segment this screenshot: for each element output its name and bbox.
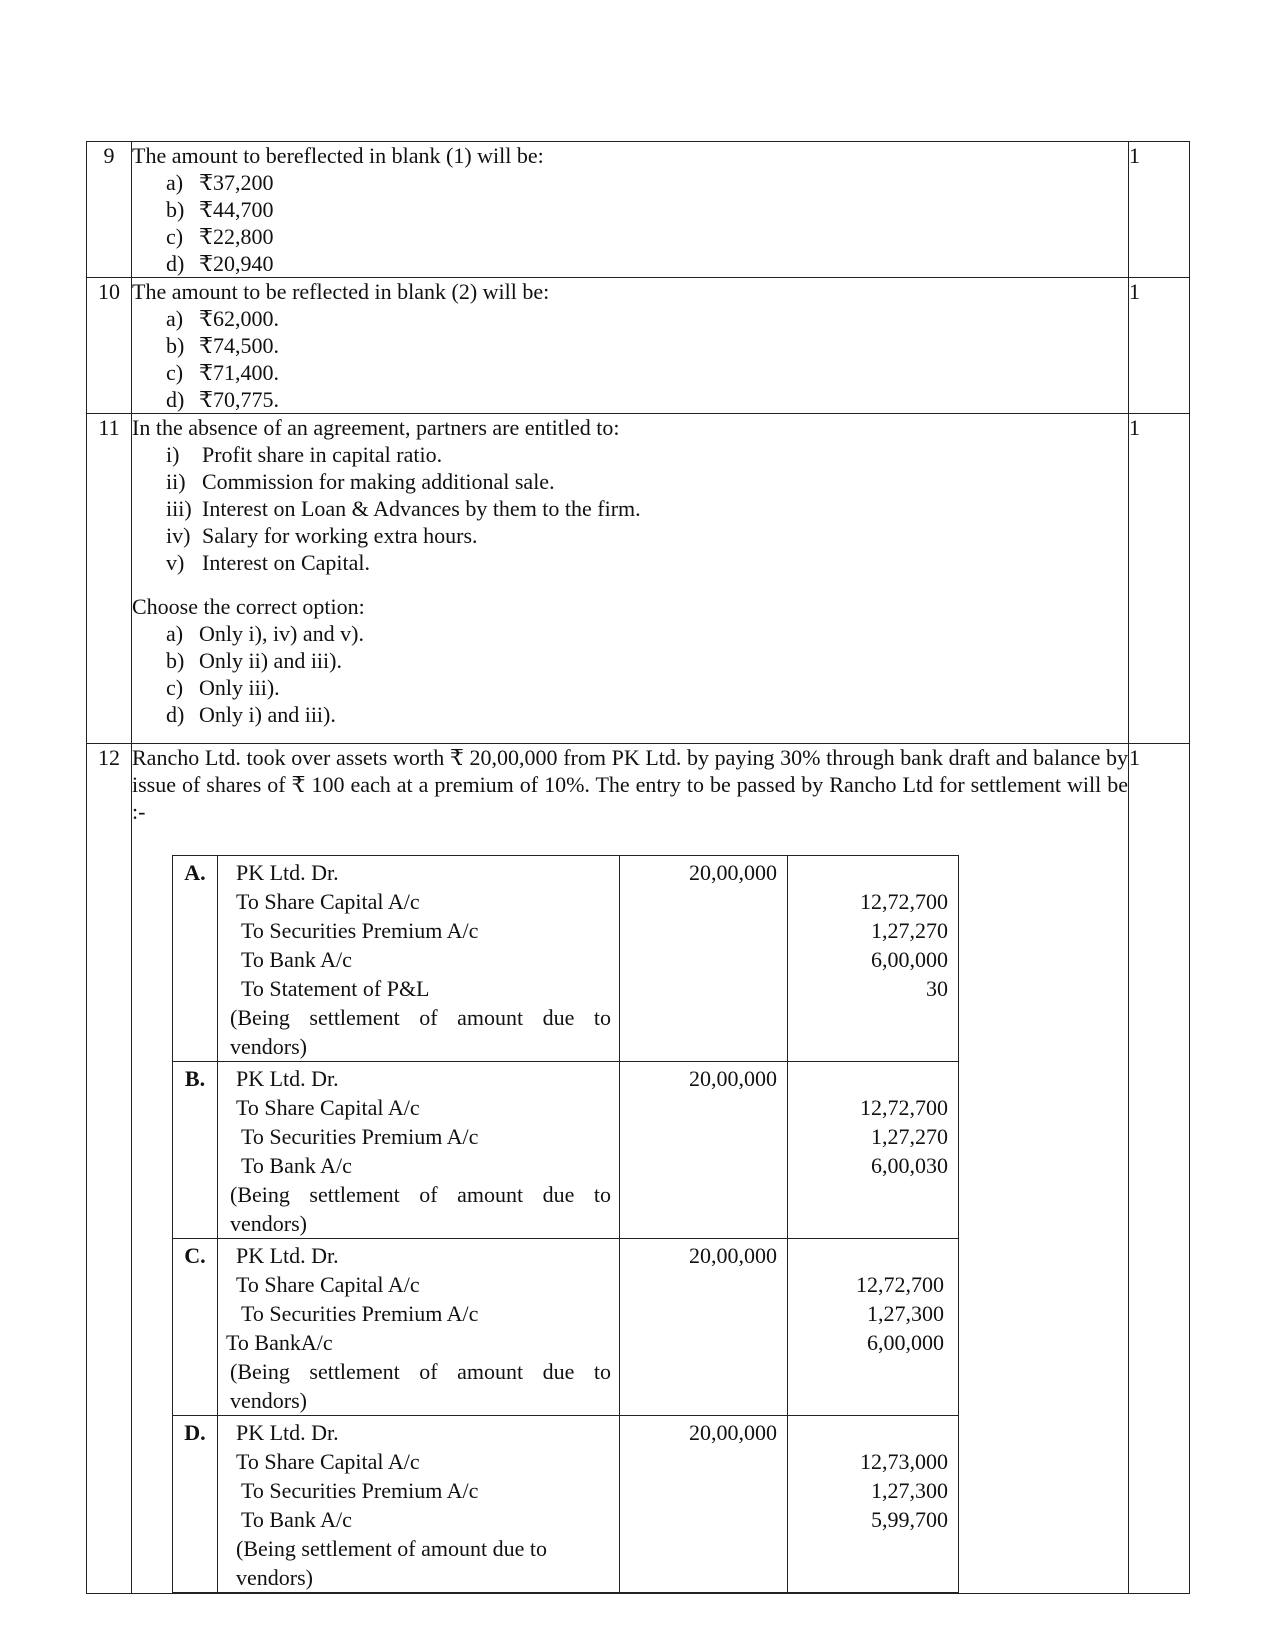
credit-amounts <box>788 1062 959 1239</box>
credit-amount: 12,72,700 <box>860 889 948 914</box>
credit-amount: 5,99,700 <box>871 1507 948 1532</box>
statements-list <box>132 441 1128 576</box>
credit-amount: 30 <box>926 976 948 1001</box>
questions-table <box>86 141 1190 1594</box>
particulars <box>218 1416 620 1593</box>
credit-line: To Share Capital A/c <box>236 889 420 914</box>
debit-amount: 20,00,000 <box>620 856 788 1062</box>
question-stem: The amount to bereflected in blank (1) will be: <box>132 143 544 168</box>
question-row-10 <box>87 278 1190 414</box>
narration: (Being settlement of amount due to vendors) <box>230 1005 611 1059</box>
journal-entry-option-b <box>173 1062 959 1239</box>
credit-amount: 1,27,300 <box>871 1478 948 1503</box>
question-paper-page <box>86 141 1190 1594</box>
statement-v: v) Interest on Capital. <box>166 550 371 575</box>
statement-iii: iii) Interest on Loan & Advances by them to the firm. <box>166 496 641 521</box>
question-stem: The amount to be reflected in blank (2) will be: <box>132 279 550 304</box>
credit-amount: 1,27,270 <box>871 918 948 943</box>
debit-amount: 20,00,000 <box>620 1239 788 1416</box>
question-body <box>132 414 1129 744</box>
credit-line: To Bank A/c <box>241 947 352 972</box>
credit-line: To Securities Premium A/c <box>241 1301 479 1326</box>
credit-line: To Statement of P&L <box>241 976 430 1001</box>
question-number: 11 <box>87 414 132 744</box>
credit-amount: 12,72,700 <box>856 1272 944 1297</box>
option-d: d) Only i) and iii). <box>166 702 336 727</box>
credit-line: To Share Capital A/c <box>236 1449 420 1474</box>
option-c: c) ₹71,400. <box>166 360 279 385</box>
question-row-11 <box>87 414 1190 744</box>
question-marks: 1 <box>1129 414 1190 744</box>
options-list <box>132 169 1128 277</box>
credit-line: To Bank A/c <box>241 1507 352 1532</box>
narration: (Being settlement of amount due to vendors) <box>230 1182 611 1236</box>
option-d: d) ₹20,940 <box>166 251 274 276</box>
question-number: 9 <box>87 142 132 278</box>
credit-line: To Bank A/c <box>241 1153 352 1178</box>
credit-amounts <box>788 1416 959 1593</box>
choose-instruction: Choose the correct option: <box>132 594 365 619</box>
narration: (Being settlement of amount due to vendors) <box>236 1536 547 1590</box>
statement-i: i) Profit share in capital ratio. <box>166 442 443 467</box>
debit-line: PK Ltd. Dr. <box>236 1420 339 1445</box>
option-letter: B. <box>173 1062 218 1239</box>
question-row-12 <box>87 744 1190 1594</box>
option-c: c) ₹22,800 <box>166 224 274 249</box>
credit-line: To Share Capital A/c <box>236 1095 420 1120</box>
debit-line: PK Ltd. Dr. <box>236 860 339 885</box>
option-b: b) Only ii) and iii). <box>166 648 342 673</box>
question-number: 12 <box>87 744 132 1594</box>
credit-line: To Securities Premium A/c <box>241 1124 479 1149</box>
journal-entry-option-d <box>173 1416 959 1593</box>
credit-amount: 12,73,000 <box>860 1449 948 1474</box>
particulars <box>218 1239 620 1416</box>
question-body <box>132 142 1129 278</box>
credit-line: To Share Capital A/c <box>236 1272 420 1297</box>
question-marks: 1 <box>1129 142 1190 278</box>
option-letter: D. <box>173 1416 218 1593</box>
statement-iv: iv) Salary for working extra hours. <box>166 523 478 548</box>
credit-line: To Securities Premium A/c <box>241 1478 479 1503</box>
credit-amount: 1,27,270 <box>871 1124 948 1149</box>
question-marks: 1 <box>1129 744 1190 1594</box>
narration: (Being settlement of amount due to vendors) <box>230 1359 611 1413</box>
question-stem: In the absence of an agreement, partners are entitled to: <box>132 415 620 440</box>
credit-line: To BankA/c <box>226 1330 333 1355</box>
option-d: d) ₹70,775. <box>166 387 279 412</box>
debit-amount: 20,00,000 <box>620 1416 788 1593</box>
journal-entry-options-table <box>172 855 959 1593</box>
journal-entry-option-c <box>173 1239 959 1416</box>
options-list <box>132 305 1128 413</box>
credit-amounts <box>788 856 959 1062</box>
credit-amount: 6,00,000 <box>867 1330 944 1355</box>
credit-amount: 1,27,300 <box>867 1301 944 1326</box>
credit-amount: 6,00,000 <box>871 947 948 972</box>
option-b: b) ₹44,700 <box>166 197 274 222</box>
credit-amount: 6,00,030 <box>871 1153 948 1178</box>
option-c: c) Only iii). <box>166 675 280 700</box>
particulars <box>218 856 620 1062</box>
debit-amount: 20,00,000 <box>620 1062 788 1239</box>
credit-amounts <box>788 1239 959 1416</box>
question-row-9 <box>87 142 1190 278</box>
options-list <box>132 620 1128 728</box>
option-letter: A. <box>173 856 218 1062</box>
option-a: a) Only i), iv) and v). <box>166 621 364 646</box>
option-b: b) ₹74,500. <box>166 333 279 358</box>
question-number: 10 <box>87 278 132 414</box>
question-marks: 1 <box>1129 278 1190 414</box>
option-a: a) ₹62,000. <box>166 306 279 331</box>
journal-entry-option-a <box>173 856 959 1062</box>
credit-line: To Securities Premium A/c <box>241 918 479 943</box>
debit-line: PK Ltd. Dr. <box>236 1243 339 1268</box>
option-letter: C. <box>173 1239 218 1416</box>
question-stem: Rancho Ltd. took over assets worth ₹ 20,00,000 from PK Ltd. by paying 30% through bank draft and balance by issue of shares of ₹ 100 each at a premium of 10%. The entry to be passed by Rancho Ltd for settlement will be :- <box>132 745 1128 824</box>
question-body <box>132 744 1129 1594</box>
option-a: a) ₹37,200 <box>166 170 274 195</box>
question-body <box>132 278 1129 414</box>
statement-ii: ii) Commission for making additional sale. <box>166 469 555 494</box>
credit-amount: 12,72,700 <box>860 1095 948 1120</box>
particulars <box>218 1062 620 1239</box>
debit-line: PK Ltd. Dr. <box>236 1066 339 1091</box>
